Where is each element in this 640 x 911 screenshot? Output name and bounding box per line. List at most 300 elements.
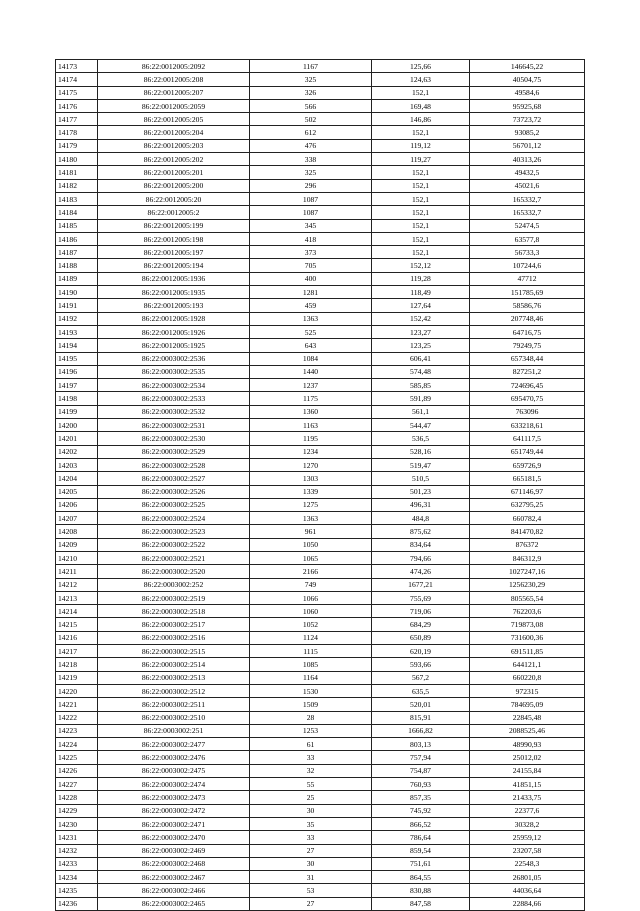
- area-cell: 1087: [250, 192, 372, 205]
- cadastral-value-cell: 691511,85: [470, 645, 585, 658]
- specific-value-cell: 152,1: [372, 166, 470, 179]
- table-row: [56, 286, 585, 299]
- row-number-cell: 14188: [56, 259, 98, 272]
- area-cell: 1530: [250, 684, 372, 697]
- area-cell: 612: [250, 126, 372, 139]
- area-cell: 2166: [250, 565, 372, 578]
- cadastral-value-cell: 58586,76: [470, 299, 585, 312]
- row-number-cell: 14198: [56, 392, 98, 405]
- cadastral-value-cell: 63577,8: [470, 232, 585, 245]
- cadastral-value-cell: 632795,25: [470, 498, 585, 511]
- row-number-cell: 14213: [56, 591, 98, 604]
- specific-value-cell: 519,47: [372, 458, 470, 471]
- row-number-cell: 14212: [56, 578, 98, 591]
- area-cell: 749: [250, 578, 372, 591]
- cadastral-number-cell: 86:22:0003002:2525: [98, 498, 250, 511]
- cadastral-number-cell: 86:22:0012005:194: [98, 259, 250, 272]
- cadastral-value-cell: 22884,66: [470, 897, 585, 910]
- cadastral-number-cell: 86:22:0003002:2519: [98, 591, 250, 604]
- cadastral-number-cell: 86:22:0003002:251: [98, 724, 250, 737]
- row-number-cell: 14176: [56, 99, 98, 112]
- cadastral-value-cell: 56701,12: [470, 139, 585, 152]
- cadastral-value-cell: 24155,84: [470, 764, 585, 777]
- row-number-cell: 14192: [56, 312, 98, 325]
- cadastral-number-cell: 86:22:0012005:207: [98, 86, 250, 99]
- cadastral-number-cell: 86:22:0012005:1936: [98, 272, 250, 285]
- specific-value-cell: 484,8: [372, 512, 470, 525]
- cadastral-value-cell: 48990,93: [470, 738, 585, 751]
- table-row: [56, 791, 585, 804]
- row-number-cell: 14216: [56, 631, 98, 644]
- table-row: [56, 498, 585, 511]
- specific-value-cell: 152,1: [372, 206, 470, 219]
- row-number-cell: 14193: [56, 325, 98, 338]
- row-number-cell: 14199: [56, 405, 98, 418]
- cadastral-value-cell: 784695,09: [470, 698, 585, 711]
- specific-value-cell: 496,31: [372, 498, 470, 511]
- specific-value-cell: 528,16: [372, 445, 470, 458]
- cadastral-value-cell: 671146,97: [470, 485, 585, 498]
- cadastral-number-cell: 86:22:0012005:202: [98, 153, 250, 166]
- specific-value-cell: 751,61: [372, 857, 470, 870]
- table-row: [56, 871, 585, 884]
- area-cell: 1052: [250, 618, 372, 631]
- table-row: [56, 392, 585, 405]
- specific-value-cell: 754,87: [372, 764, 470, 777]
- specific-value-cell: 635,5: [372, 684, 470, 697]
- area-cell: 31: [250, 871, 372, 884]
- table-row: [56, 445, 585, 458]
- table-row: [56, 139, 585, 152]
- table-row: [56, 565, 585, 578]
- area-cell: 1085: [250, 658, 372, 671]
- row-number-cell: 14181: [56, 166, 98, 179]
- specific-value-cell: 123,27: [372, 325, 470, 338]
- area-cell: 27: [250, 844, 372, 857]
- cadastral-number-cell: 86:22:0003002:2520: [98, 565, 250, 578]
- table-row: [56, 352, 585, 365]
- row-number-cell: 14235: [56, 884, 98, 897]
- specific-value-cell: 125,66: [372, 60, 470, 73]
- table-row: [56, 325, 585, 338]
- row-number-cell: 14203: [56, 458, 98, 471]
- row-number-cell: 14204: [56, 472, 98, 485]
- table-row: [56, 591, 585, 604]
- specific-value-cell: 864,55: [372, 871, 470, 884]
- cadastral-value-cell: 49584,6: [470, 86, 585, 99]
- cadastral-number-cell: 86:22:0003002:2536: [98, 352, 250, 365]
- area-cell: 1087: [250, 206, 372, 219]
- specific-value-cell: 567,2: [372, 671, 470, 684]
- table-row: [56, 698, 585, 711]
- specific-value-cell: 815,91: [372, 711, 470, 724]
- cadastral-number-cell: 86:22:0003002:2531: [98, 419, 250, 432]
- cadastral-value-cell: 107244,6: [470, 259, 585, 272]
- area-cell: 338: [250, 153, 372, 166]
- specific-value-cell: 847,58: [372, 897, 470, 910]
- specific-value-cell: 1666,82: [372, 724, 470, 737]
- table-row: [56, 113, 585, 126]
- cadastral-value-cell: 660220,8: [470, 671, 585, 684]
- table-row: [56, 645, 585, 658]
- row-number-cell: 14214: [56, 605, 98, 618]
- specific-value-cell: 127,64: [372, 299, 470, 312]
- cadastral-value-cell: 95925,68: [470, 99, 585, 112]
- cadastral-value-cell: 846312,9: [470, 551, 585, 564]
- table-row: [56, 246, 585, 259]
- specific-value-cell: 544,47: [372, 419, 470, 432]
- row-number-cell: 14174: [56, 73, 98, 86]
- specific-value-cell: 152,12: [372, 259, 470, 272]
- cadastral-number-cell: 86:22:0003002:2514: [98, 658, 250, 671]
- row-number-cell: 14180: [56, 153, 98, 166]
- cadastral-value-cell: 22845,48: [470, 711, 585, 724]
- cadastral-number-cell: 86:22:0012005:1928: [98, 312, 250, 325]
- area-cell: 566: [250, 99, 372, 112]
- area-cell: 1339: [250, 485, 372, 498]
- row-number-cell: 14177: [56, 113, 98, 126]
- cadastral-value-cell: 25959,12: [470, 831, 585, 844]
- table-row: [56, 99, 585, 112]
- area-cell: 1281: [250, 286, 372, 299]
- specific-value-cell: 146,86: [372, 113, 470, 126]
- row-number-cell: 14232: [56, 844, 98, 857]
- table-row: [56, 379, 585, 392]
- area-cell: 35: [250, 817, 372, 830]
- row-number-cell: 14228: [56, 791, 98, 804]
- row-number-cell: 14200: [56, 419, 98, 432]
- row-number-cell: 14207: [56, 512, 98, 525]
- table-row: [56, 538, 585, 551]
- table-row: [56, 711, 585, 724]
- area-cell: 25: [250, 791, 372, 804]
- row-number-cell: 14208: [56, 525, 98, 538]
- cadastral-value-cell: 21433,75: [470, 791, 585, 804]
- row-number-cell: 14234: [56, 871, 98, 884]
- table-row: [56, 884, 585, 897]
- cadastral-value-cell: 44036,64: [470, 884, 585, 897]
- area-cell: 1363: [250, 312, 372, 325]
- specific-value-cell: 794,66: [372, 551, 470, 564]
- cadastral-value-cell: 651749,44: [470, 445, 585, 458]
- specific-value-cell: 520,01: [372, 698, 470, 711]
- cadastral-value-cell: 1256230,29: [470, 578, 585, 591]
- table-row: [56, 485, 585, 498]
- cadastral-value-cell: 2088525,46: [470, 724, 585, 737]
- area-cell: 476: [250, 139, 372, 152]
- area-cell: 345: [250, 219, 372, 232]
- row-number-cell: 14185: [56, 219, 98, 232]
- cadastral-number-cell: 86:22:0012005:2059: [98, 99, 250, 112]
- cadastral-number-cell: 86:22:0012005:20: [98, 192, 250, 205]
- cadastral-number-cell: 86:22:0003002:2470: [98, 831, 250, 844]
- row-number-cell: 14195: [56, 352, 98, 365]
- cadastral-number-cell: 86:22:0003002:2529: [98, 445, 250, 458]
- cadastral-number-cell: 86:22:0003002:2469: [98, 844, 250, 857]
- row-number-cell: 14211: [56, 565, 98, 578]
- table-row: [56, 684, 585, 697]
- area-cell: 1360: [250, 405, 372, 418]
- table-row: [56, 857, 585, 870]
- area-cell: 28: [250, 711, 372, 724]
- specific-value-cell: 119,27: [372, 153, 470, 166]
- table-row: [56, 458, 585, 471]
- area-cell: 33: [250, 831, 372, 844]
- area-cell: 55: [250, 778, 372, 791]
- cadastral-number-cell: 86:22:0012005:193: [98, 299, 250, 312]
- row-number-cell: 14223: [56, 724, 98, 737]
- area-cell: 32: [250, 764, 372, 777]
- cadastral-number-cell: 86:22:0003002:2513: [98, 671, 250, 684]
- cadastral-number-cell: 86:22:0003002:2472: [98, 804, 250, 817]
- cadastral-value-cell: 659726,9: [470, 458, 585, 471]
- specific-value-cell: 866,52: [372, 817, 470, 830]
- specific-value-cell: 501,23: [372, 485, 470, 498]
- cadastral-value-cell: 724696,45: [470, 379, 585, 392]
- row-number-cell: 14186: [56, 232, 98, 245]
- specific-value-cell: 620,19: [372, 645, 470, 658]
- cadastral-value-cell: 762203,6: [470, 605, 585, 618]
- area-cell: 325: [250, 73, 372, 86]
- specific-value-cell: 684,29: [372, 618, 470, 631]
- cadastral-number-cell: 86:22:0012005:208: [98, 73, 250, 86]
- row-number-cell: 14191: [56, 299, 98, 312]
- table-row: [56, 525, 585, 538]
- table-row: [56, 751, 585, 764]
- specific-value-cell: 152,1: [372, 179, 470, 192]
- specific-value-cell: 152,1: [372, 126, 470, 139]
- cadastral-value-cell: 56733,3: [470, 246, 585, 259]
- table-row: [56, 365, 585, 378]
- cadastral-number-cell: 86:22:0003002:2527: [98, 472, 250, 485]
- area-cell: 1234: [250, 445, 372, 458]
- area-cell: 1164: [250, 671, 372, 684]
- table-row: [56, 419, 585, 432]
- table-row: [56, 192, 585, 205]
- table-row: [56, 312, 585, 325]
- specific-value-cell: 152,1: [372, 232, 470, 245]
- table-row: [56, 299, 585, 312]
- specific-value-cell: 719,06: [372, 605, 470, 618]
- area-cell: 325: [250, 166, 372, 179]
- area-cell: 53: [250, 884, 372, 897]
- cadastral-value-cell: 23207,58: [470, 844, 585, 857]
- cadastral-value-cell: 146645,22: [470, 60, 585, 73]
- row-number-cell: 14189: [56, 272, 98, 285]
- area-cell: 1175: [250, 392, 372, 405]
- table-row: [56, 831, 585, 844]
- specific-value-cell: 123,25: [372, 339, 470, 352]
- specific-value-cell: 757,94: [372, 751, 470, 764]
- specific-value-cell: 119,28: [372, 272, 470, 285]
- table-row: [56, 578, 585, 591]
- cadastral-number-cell: 86:22:0012005:2092: [98, 60, 250, 73]
- area-cell: 1065: [250, 551, 372, 564]
- area-cell: 1115: [250, 645, 372, 658]
- table-row: [56, 658, 585, 671]
- table-row: [56, 60, 585, 73]
- table-row: [56, 512, 585, 525]
- cadastral-value-cell: 165332,7: [470, 206, 585, 219]
- row-number-cell: 14210: [56, 551, 98, 564]
- cadastral-number-cell: 86:22:0012005:1935: [98, 286, 250, 299]
- area-cell: 643: [250, 339, 372, 352]
- cadastral-number-cell: 86:22:0003002:2517: [98, 618, 250, 631]
- row-number-cell: 14206: [56, 498, 98, 511]
- specific-value-cell: 803,13: [372, 738, 470, 751]
- cadastral-number-cell: 86:22:0003002:2521: [98, 551, 250, 564]
- cadastral-number-cell: 86:22:0012005:198: [98, 232, 250, 245]
- specific-value-cell: 124,63: [372, 73, 470, 86]
- specific-value-cell: 755,69: [372, 591, 470, 604]
- cadastral-number-cell: 86:22:0003002:2465: [98, 897, 250, 910]
- cadastral-value-cell: 763096: [470, 405, 585, 418]
- row-number-cell: 14218: [56, 658, 98, 671]
- row-number-cell: 14225: [56, 751, 98, 764]
- cadastral-value-cell: 64716,75: [470, 325, 585, 338]
- area-cell: 326: [250, 86, 372, 99]
- specific-value-cell: 760,93: [372, 778, 470, 791]
- area-cell: 1084: [250, 352, 372, 365]
- cadastral-value-cell: 644121,1: [470, 658, 585, 671]
- table-row: [56, 432, 585, 445]
- cadastral-number-cell: 86:22:0012005:203: [98, 139, 250, 152]
- specific-value-cell: 118,49: [372, 286, 470, 299]
- cadastral-number-cell: 86:22:0003002:2534: [98, 379, 250, 392]
- specific-value-cell: 152,42: [372, 312, 470, 325]
- area-cell: 459: [250, 299, 372, 312]
- cadastral-value-cell: 841470,82: [470, 525, 585, 538]
- area-cell: 1124: [250, 631, 372, 644]
- cadastral-number-cell: 86:22:0003002:2466: [98, 884, 250, 897]
- row-number-cell: 14230: [56, 817, 98, 830]
- area-cell: 30: [250, 857, 372, 870]
- cadastral-value-cell: 22377,6: [470, 804, 585, 817]
- row-number-cell: 14194: [56, 339, 98, 352]
- specific-value-cell: 152,1: [372, 86, 470, 99]
- specific-value-cell: 152,1: [372, 219, 470, 232]
- cadastral-value-cell: 1027247,16: [470, 565, 585, 578]
- table-row: [56, 219, 585, 232]
- specific-value-cell: 606,41: [372, 352, 470, 365]
- area-cell: 61: [250, 738, 372, 751]
- row-number-cell: 14233: [56, 857, 98, 870]
- cadastral-value-cell: 79249,75: [470, 339, 585, 352]
- cadastral-number-cell: 86:22:0012005:1926: [98, 325, 250, 338]
- area-cell: 705: [250, 259, 372, 272]
- area-cell: 525: [250, 325, 372, 338]
- area-cell: 1195: [250, 432, 372, 445]
- row-number-cell: 14227: [56, 778, 98, 791]
- cadastral-number-cell: 86:22:0003002:2530: [98, 432, 250, 445]
- table-row: [56, 86, 585, 99]
- table-row: [56, 605, 585, 618]
- table-row: [56, 206, 585, 219]
- cadastral-number-cell: 86:22:0003002:252: [98, 578, 250, 591]
- table-row: [56, 259, 585, 272]
- cadastral-number-cell: 86:22:0003002:2474: [98, 778, 250, 791]
- row-number-cell: 14197: [56, 379, 98, 392]
- row-number-cell: 14215: [56, 618, 98, 631]
- area-cell: 1163: [250, 419, 372, 432]
- specific-value-cell: 830,88: [372, 884, 470, 897]
- specific-value-cell: 1677,21: [372, 578, 470, 591]
- area-cell: 1303: [250, 472, 372, 485]
- cadastral-number-cell: 86:22:0003002:2477: [98, 738, 250, 751]
- cadastral-value-cell: 695470,75: [470, 392, 585, 405]
- cadastral-number-cell: 86:22:0012005:197: [98, 246, 250, 259]
- cadastral-value-cell: 657348,44: [470, 352, 585, 365]
- table-row: [56, 472, 585, 485]
- cadastral-value-cell: 827251,2: [470, 365, 585, 378]
- row-number-cell: 14220: [56, 684, 98, 697]
- area-cell: 1060: [250, 605, 372, 618]
- cadastral-value-cell: 876372: [470, 538, 585, 551]
- row-number-cell: 14184: [56, 206, 98, 219]
- area-cell: 1270: [250, 458, 372, 471]
- area-cell: 502: [250, 113, 372, 126]
- cadastral-number-cell: 86:22:0012005:2: [98, 206, 250, 219]
- table-row: [56, 738, 585, 751]
- specific-value-cell: 875,62: [372, 525, 470, 538]
- cadastral-number-cell: 86:22:0003002:2526: [98, 485, 250, 498]
- cadastral-number-cell: 86:22:0003002:2468: [98, 857, 250, 870]
- area-cell: 1440: [250, 365, 372, 378]
- row-number-cell: 14178: [56, 126, 98, 139]
- area-cell: 400: [250, 272, 372, 285]
- cadastral-value-cell: 665181,5: [470, 472, 585, 485]
- table-row: [56, 897, 585, 910]
- table-row: [56, 724, 585, 737]
- row-number-cell: 14202: [56, 445, 98, 458]
- cadastral-value-cell: 165332,7: [470, 192, 585, 205]
- cadastral-number-cell: 86:22:0012005:199: [98, 219, 250, 232]
- row-number-cell: 14222: [56, 711, 98, 724]
- cadastral-value-cell: 805565,54: [470, 591, 585, 604]
- area-cell: 1253: [250, 724, 372, 737]
- cadastral-value-cell: 45021,6: [470, 179, 585, 192]
- row-number-cell: 14221: [56, 698, 98, 711]
- row-number-cell: 14190: [56, 286, 98, 299]
- cadastral-number-cell: 86:22:0003002:2476: [98, 751, 250, 764]
- cadastral-number-cell: 86:22:0003002:2473: [98, 791, 250, 804]
- row-number-cell: 14217: [56, 645, 98, 658]
- cadastral-value-table: [55, 59, 585, 911]
- cadastral-number-cell: 86:22:0003002:2518: [98, 605, 250, 618]
- specific-value-cell: 119,12: [372, 139, 470, 152]
- specific-value-cell: 536,5: [372, 432, 470, 445]
- row-number-cell: 14219: [56, 671, 98, 684]
- table-row: [56, 764, 585, 777]
- area-cell: 373: [250, 246, 372, 259]
- cadastral-value-cell: 49432,5: [470, 166, 585, 179]
- table-body: [56, 60, 585, 911]
- cadastral-number-cell: 86:22:0012005:201: [98, 166, 250, 179]
- cadastral-number-cell: 86:22:0003002:2528: [98, 458, 250, 471]
- cadastral-value-cell: 207748,46: [470, 312, 585, 325]
- table-row: [56, 179, 585, 192]
- row-number-cell: 14183: [56, 192, 98, 205]
- cadastral-value-cell: 660782,4: [470, 512, 585, 525]
- cadastral-value-cell: 719873,08: [470, 618, 585, 631]
- cadastral-number-cell: 86:22:0003002:2515: [98, 645, 250, 658]
- table-row: [56, 671, 585, 684]
- area-cell: 1167: [250, 60, 372, 73]
- table-row: [56, 405, 585, 418]
- specific-value-cell: 152,1: [372, 246, 470, 259]
- cadastral-number-cell: 86:22:0003002:2471: [98, 817, 250, 830]
- cadastral-number-cell: 86:22:0012005:1925: [98, 339, 250, 352]
